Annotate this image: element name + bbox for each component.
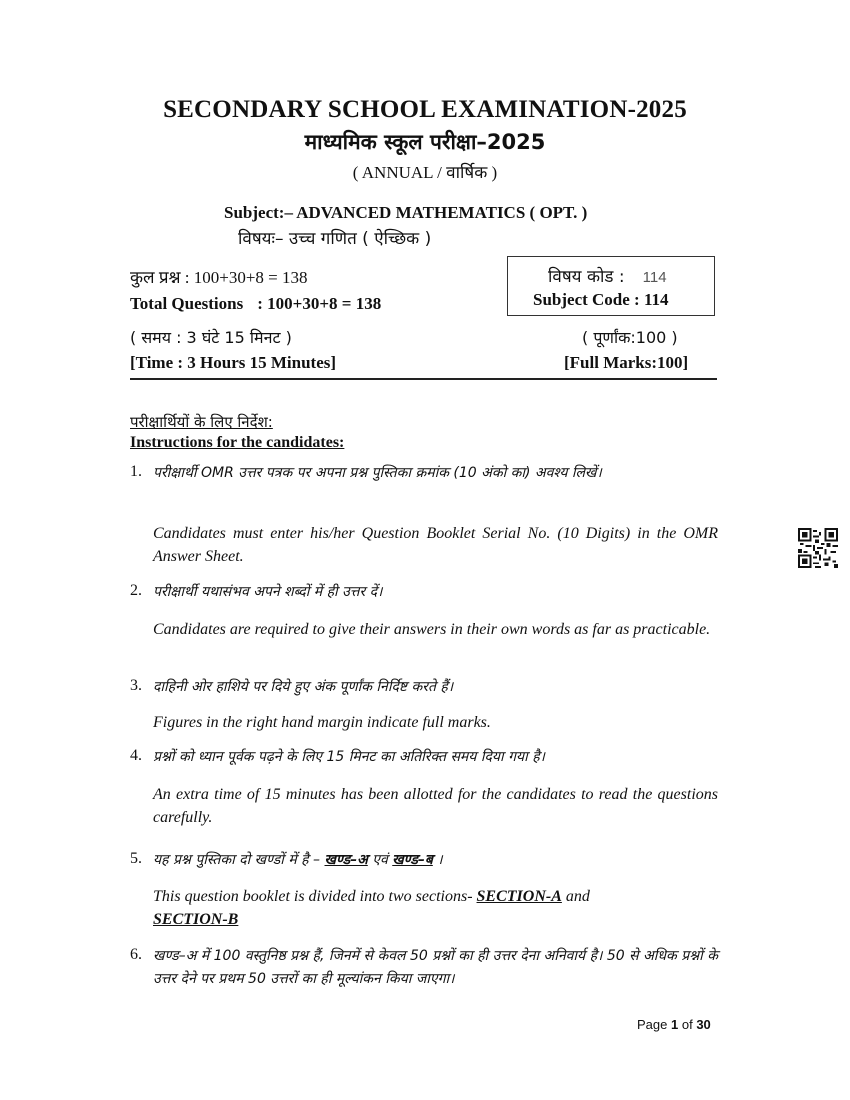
subject-code-hindi-value: 114: [642, 269, 667, 286]
instruction-english: Candidates must enter his/her Question Booklet Serial No. (10 Digits) in the OMR Answer Sheet.: [153, 525, 718, 565]
instruction-number: 2.: [130, 582, 142, 599]
time-english: [Time : 3 Hours 15 Minutes]: [130, 353, 337, 372]
instruction-hindi: दाहिनी ओर हाशिये पर दिये हुए अंक पूर्णांक निर्दिष्ट करते हैं।: [153, 679, 454, 695]
instruction-hindi-text: यह प्रश्न पुस्तिका दो खण्डों में है –: [153, 852, 325, 868]
instruction-hindi: परीक्षार्थी यथासंभव अपने शब्दों में ही उत्तर दें।: [153, 584, 383, 600]
subject-english: Subject:– ADVANCED MATHEMATICS ( OPT. ): [224, 203, 588, 222]
exam-title-hindi: माध्यमिक स्कूल परीक्षा–2025: [304, 130, 546, 154]
total-questions-hindi: कुल प्रश्न : 100+30+8 = 138: [130, 268, 308, 287]
subject-code-hindi: [548, 264, 667, 287]
instruction-hindi: प्रश्नों को ध्यान पूर्वक पढ़ने के लिए 15 मिनट का अतिरिक्त समय दिया गया है।: [153, 749, 545, 765]
page-number: [637, 1017, 711, 1032]
total-questions-english: [130, 294, 381, 314]
instruction-hindi: परीक्षार्थी OMR उत्तर पत्रक पर अपना प्रश्न पुस्तिका क्रमांक (10 अंको का) अवश्य लिखें।: [153, 465, 602, 481]
subject-code-hindi-label: विषय कोड :: [548, 267, 625, 287]
qr-code-icon: [798, 528, 838, 568]
instructions-heading-hindi: परीक्षार्थियों के लिए निर्देश:: [130, 413, 273, 431]
header-divider: [130, 378, 717, 380]
instruction-english: Figures in the right hand margin indicate full marks.: [153, 714, 491, 731]
subject-hindi: विषयः– उच्च गणित ( ऐच्छिक ): [238, 229, 432, 249]
instruction-hindi: खण्ड–अ में 100 वस्तुनिष्ठ प्रश्न हैं, जिनमें से केवल 50 प्रश्नों का ही उत्तर देना अनिवार्य है। 50 से अधिक प्रश्नों के उत्तर देने पर प्रथम 50 उत्तरों का ही मूल्यांकन किया जाएगा।: [153, 948, 718, 987]
page-current: 1: [671, 1017, 679, 1032]
exam-type: ( ANNUAL / वार्षिक ): [352, 163, 498, 182]
instruction-english: [153, 885, 718, 931]
section-b-hindi: खण्ड–ब: [392, 852, 433, 868]
page-of: of: [681, 1017, 693, 1032]
instruction-english-text: This question booklet is divided into two sections-: [153, 888, 477, 905]
instruction-hindi-text: एवं: [367, 852, 393, 868]
total-questions-label: Total Questions: [130, 294, 244, 313]
instruction-number: 6.: [130, 946, 142, 963]
instruction-english: An extra time of 15 minutes has been allotted for the candidates to read the questions carefully.: [153, 786, 718, 826]
section-a-hindi: खण्ड–अ: [324, 852, 368, 868]
full-marks-english: [Full Marks:100]: [564, 353, 689, 372]
exam-title-english: SECONDARY SCHOOL EXAMINATION-2025: [163, 96, 687, 123]
instructions-heading-english: Instructions for the candidates:: [130, 434, 345, 451]
instruction-english-text: and: [561, 888, 590, 905]
page-total: 30: [696, 1017, 711, 1032]
instruction-english: Candidates are required to give their answers in their own words as far as practicable.: [153, 621, 711, 638]
instruction-number: 3.: [130, 677, 142, 694]
instruction-number: 1.: [130, 463, 142, 480]
section-a-english: SECTION-A: [476, 888, 562, 905]
section-b-english: SECTION-B: [153, 911, 239, 928]
instruction-number: 4.: [130, 747, 142, 764]
time-hindi: ( समय : 3 घंटे 15 मिनट ): [130, 328, 292, 347]
total-questions-value: : 100+30+8 = 138: [257, 294, 382, 313]
instruction-number: 5.: [130, 850, 142, 867]
full-marks-hindi: ( पूर्णांक:100 ): [582, 328, 678, 347]
page-prefix: Page: [637, 1017, 668, 1032]
instruction-hindi-text: ।: [432, 852, 443, 868]
instruction-hindi: [153, 849, 718, 872]
subject-code-english: Subject Code : 114: [533, 290, 669, 309]
